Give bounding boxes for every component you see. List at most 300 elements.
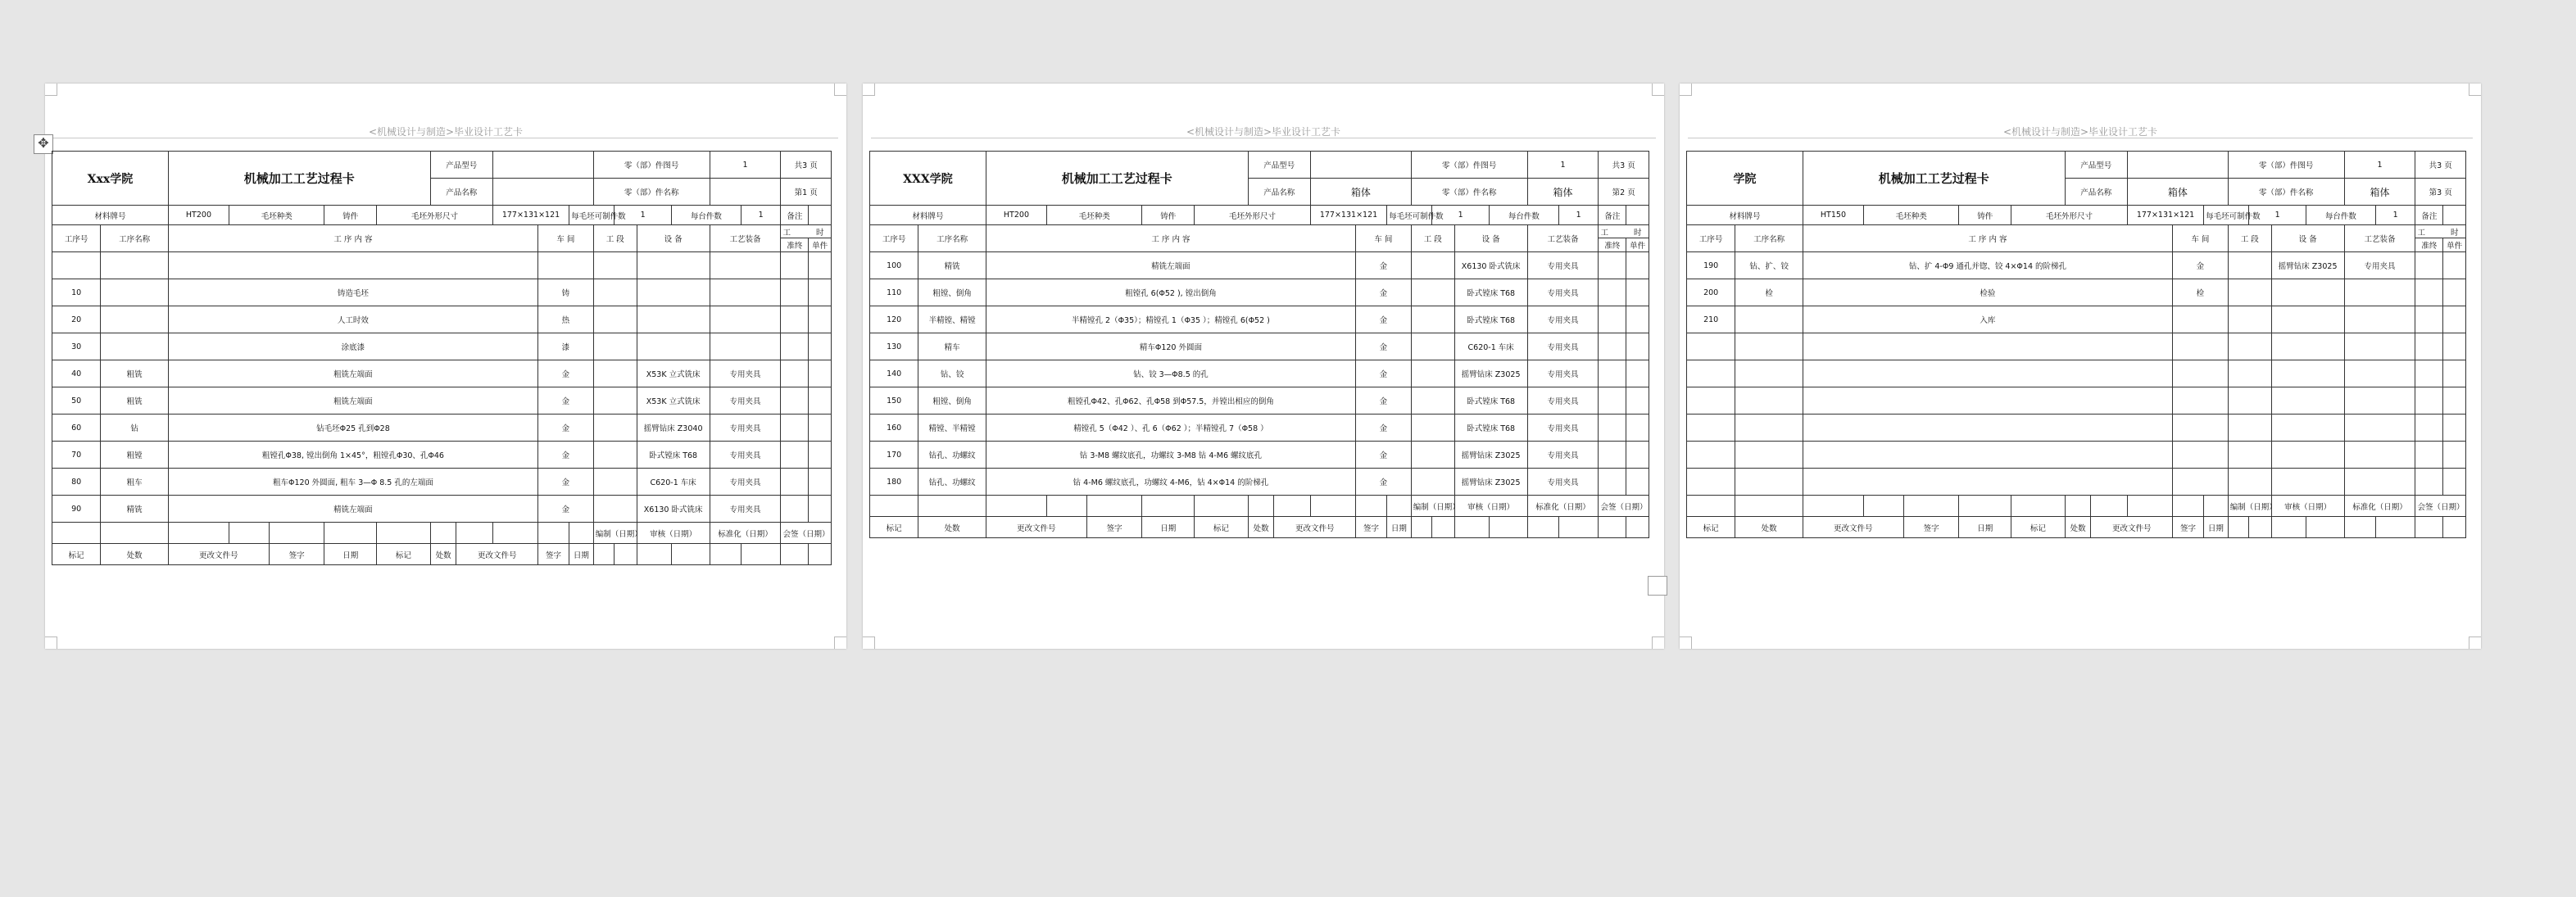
footer-doc: 更改文件号 xyxy=(2091,517,2173,538)
footer-blank xyxy=(269,523,324,544)
tooling: 专用夹具 xyxy=(710,387,781,415)
page-no: 第1 页 xyxy=(781,179,832,206)
process-name: 检 xyxy=(1735,279,1803,306)
prep-time xyxy=(1599,442,1626,469)
part-name-value: 箱体 xyxy=(1527,179,1599,206)
table-row xyxy=(1687,306,2466,333)
tooling xyxy=(2344,469,2415,496)
equipment: X53K 立式铣床 xyxy=(637,360,710,387)
footer-blank xyxy=(1864,496,1904,517)
footer-blank xyxy=(781,544,809,565)
label-product-name: 产品名称 xyxy=(430,179,492,206)
col-equipment: 设 备 xyxy=(637,225,710,252)
blank-size-value: 177×131×121 xyxy=(492,206,569,225)
remark-value xyxy=(2443,206,2466,225)
unit-time xyxy=(809,387,832,415)
prep-time xyxy=(1599,469,1626,496)
footer-blank xyxy=(324,523,377,544)
material-value: HT200 xyxy=(168,206,229,225)
prep-time xyxy=(781,469,809,496)
text-box-handle[interactable] xyxy=(1648,576,1667,596)
material-value: HT150 xyxy=(1803,206,1863,225)
footer-blank xyxy=(741,544,781,565)
process-no: 50 xyxy=(52,387,101,415)
process-content: 粗镗孔 6(Φ52 ), 镗出倒角 xyxy=(986,279,1355,306)
workshop xyxy=(2172,469,2228,496)
label-product-model: 产品型号 xyxy=(2065,152,2127,179)
workshop xyxy=(2172,442,2228,469)
table-row xyxy=(870,469,1649,496)
footer-count: 处数 xyxy=(918,517,986,538)
process-content: 粗镗孔Φ42、孔Φ62、孔Φ58 到Φ57.5，并镗出相应的倒角 xyxy=(986,387,1355,415)
footer-date: 日期 xyxy=(2204,517,2229,538)
prep-time xyxy=(1599,306,1626,333)
unit-time xyxy=(809,469,832,496)
label-product-model: 产品型号 xyxy=(430,152,492,179)
label-product-model: 产品型号 xyxy=(1248,152,1310,179)
col-section: 工 段 xyxy=(1411,225,1454,252)
footer-blank xyxy=(1735,496,1803,517)
section xyxy=(593,469,637,496)
tooling: 专用夹具 xyxy=(1527,279,1599,306)
process-no: 10 xyxy=(52,279,101,306)
process-name xyxy=(101,252,169,279)
equipment: X6130 卧式铣床 xyxy=(1454,252,1527,279)
workshop: 铸 xyxy=(537,279,593,306)
workshop: 金 xyxy=(1355,360,1411,387)
unit-time xyxy=(1626,469,1649,496)
prep-time xyxy=(1599,415,1626,442)
process-name: 精车 xyxy=(918,333,986,360)
process-no: 210 xyxy=(1687,306,1735,333)
unit-time xyxy=(1626,252,1649,279)
blank-type-value: 铸件 xyxy=(1959,206,2011,225)
section xyxy=(593,252,637,279)
label-part-name: 零（部）件名称 xyxy=(2228,179,2344,206)
tooling xyxy=(2344,333,2415,360)
col-tooling: 工艺装备 xyxy=(1527,225,1599,252)
prep-time xyxy=(1599,387,1626,415)
footer-blank xyxy=(168,523,229,544)
tooling xyxy=(2344,415,2415,442)
blank-size-value: 177×131×121 xyxy=(1310,206,1386,225)
label-remark: 备注 xyxy=(2415,206,2443,225)
table-row xyxy=(52,442,832,469)
section xyxy=(2228,469,2271,496)
workshop: 金 xyxy=(537,496,593,523)
prep-time xyxy=(2415,360,2443,387)
footer-date: 日期 xyxy=(1387,517,1412,538)
product-name-value: 箱体 xyxy=(2127,179,2228,206)
table-row xyxy=(1687,442,2466,469)
label-remark: 备注 xyxy=(1599,206,1626,225)
unit-time xyxy=(1626,306,1649,333)
col-work-hours: 工 时 xyxy=(1599,225,1649,238)
footer-sign: 签字 xyxy=(1086,517,1142,538)
prep-time xyxy=(1599,252,1626,279)
tooling: 专用夹具 xyxy=(710,442,781,469)
tooling: 专用夹具 xyxy=(710,469,781,496)
col-workshop: 车 间 xyxy=(537,225,593,252)
workshop: 热 xyxy=(537,306,593,333)
page-1 xyxy=(38,84,846,649)
footer-blank xyxy=(2172,496,2203,517)
unit-time xyxy=(809,496,832,523)
footer-blank xyxy=(1803,496,1863,517)
col-workshop: 车 间 xyxy=(1355,225,1411,252)
table-row xyxy=(1687,469,2466,496)
unit-time xyxy=(1626,279,1649,306)
table-row xyxy=(52,387,832,415)
footer-blank xyxy=(456,523,492,544)
footer-doc: 更改文件号 xyxy=(986,517,1086,538)
footer-count: 处数 xyxy=(1735,517,1803,538)
prep-time xyxy=(781,333,809,360)
footer-blank xyxy=(569,523,594,544)
section xyxy=(1411,279,1454,306)
process-content: 粗车Φ120 外圆面, 粗车 3—Φ 8.5 孔的左端面 xyxy=(168,469,537,496)
footer-blank xyxy=(1195,496,1249,517)
process-card-table xyxy=(52,151,836,565)
process-no: 200 xyxy=(1687,279,1735,306)
process-content: 钻、扩 4-Φ9 通孔并锪、铰 4×Φ14 的阶梯孔 xyxy=(1803,252,2172,279)
blank-type-value: 铸件 xyxy=(324,206,377,225)
process-card-table xyxy=(1686,151,2470,538)
table-row xyxy=(870,360,1649,387)
unit-time xyxy=(2443,415,2466,442)
process-no xyxy=(1687,442,1735,469)
process-name xyxy=(1735,360,1803,387)
col-process-no: 工序号 xyxy=(870,225,918,252)
col-process-no: 工序号 xyxy=(1687,225,1735,252)
tooling: 专用夹具 xyxy=(1527,306,1599,333)
col-process-name: 工序名称 xyxy=(1735,225,1803,252)
footer-mark: 标记 xyxy=(2011,517,2066,538)
footer-blank xyxy=(1310,496,1355,517)
label-standardize: 标准化（日期） xyxy=(1527,496,1599,517)
table-row xyxy=(52,496,832,523)
process-content xyxy=(1803,333,2172,360)
footer-blank xyxy=(2415,517,2443,538)
footer-blank xyxy=(2271,517,2306,538)
process-content: 粗铣左端面 xyxy=(168,387,537,415)
table-row xyxy=(870,387,1649,415)
section xyxy=(1411,333,1454,360)
footer-blank xyxy=(593,544,614,565)
process-no: 130 xyxy=(870,333,918,360)
footer-blank xyxy=(809,544,832,565)
unit-time xyxy=(2443,306,2466,333)
unit-time xyxy=(1626,360,1649,387)
equipment xyxy=(637,252,710,279)
equipment: 卧式镗床 T68 xyxy=(1454,415,1527,442)
table-row xyxy=(1687,415,2466,442)
footer-sign: 签字 xyxy=(1903,517,1959,538)
process-name: 钻、扩、铰 xyxy=(1735,252,1803,279)
label-per-unit: 每台件数 xyxy=(1490,206,1559,225)
prep-time xyxy=(2415,415,2443,442)
footer-blank xyxy=(377,523,431,544)
workshop: 金 xyxy=(1355,469,1411,496)
col-section: 工 段 xyxy=(2228,225,2271,252)
tooling xyxy=(710,279,781,306)
workshop xyxy=(2172,306,2228,333)
equipment xyxy=(2271,333,2344,360)
unit-time xyxy=(2443,442,2466,469)
equipment: C620-1 车床 xyxy=(637,469,710,496)
prep-time xyxy=(2415,442,2443,469)
table-row xyxy=(1687,279,2466,306)
equipment: C620-1 车床 xyxy=(1454,333,1527,360)
tooling: 专用夹具 xyxy=(1527,415,1599,442)
footer-blank xyxy=(1047,496,1087,517)
product-name-value xyxy=(492,179,593,206)
unit-time xyxy=(2443,333,2466,360)
table-row xyxy=(1687,360,2466,387)
footer-blank xyxy=(1527,517,1558,538)
equipment: 摇臂钻床 Z3025 xyxy=(1454,442,1527,469)
tooling xyxy=(710,252,781,279)
footer-mark: 标记 xyxy=(52,544,101,565)
label-product-name: 产品名称 xyxy=(2065,179,2127,206)
process-name: 半精镗、精镗 xyxy=(918,306,986,333)
process-no xyxy=(1687,333,1735,360)
process-name: 钻、铰 xyxy=(918,360,986,387)
unit-time xyxy=(2443,279,2466,306)
table-row xyxy=(870,415,1649,442)
col-process-content: 工 序 内 容 xyxy=(168,225,537,252)
process-content: 钻毛坯Φ25 孔到Φ28 xyxy=(168,415,537,442)
process-name: 粗镗、倒角 xyxy=(918,279,986,306)
page-header: <机械设计与制造>毕业设计工艺卡 xyxy=(2002,126,2158,138)
process-no: 70 xyxy=(52,442,101,469)
unit-time xyxy=(1626,442,1649,469)
footer-date: 日期 xyxy=(1959,517,2011,538)
label-material: 材料牌号 xyxy=(52,206,169,225)
footer-blank xyxy=(637,544,671,565)
footer-doc: 更改文件号 xyxy=(1803,517,1903,538)
unit-time xyxy=(809,442,832,469)
process-name: 钻孔、功螺纹 xyxy=(918,469,986,496)
col-prep-time: 准终 xyxy=(781,238,809,252)
equipment: X53K 立式铣床 xyxy=(637,387,710,415)
col-prep-time: 准终 xyxy=(1599,238,1626,252)
process-content: 粗铣左端面 xyxy=(168,360,537,387)
table-row xyxy=(870,442,1649,469)
footer-doc: 更改文件号 xyxy=(456,544,538,565)
footer-blank xyxy=(1903,496,1959,517)
label-blank-type: 毛坯种类 xyxy=(229,206,324,225)
tooling xyxy=(2344,442,2415,469)
per-blank-value: 1 xyxy=(1432,206,1490,225)
tooling: 专用夹具 xyxy=(1527,252,1599,279)
tooling xyxy=(2344,279,2415,306)
process-no: 30 xyxy=(52,333,101,360)
process-content: 精铣左端面 xyxy=(986,252,1355,279)
process-no xyxy=(1687,387,1735,415)
process-no: 90 xyxy=(52,496,101,523)
process-content: 人工时效 xyxy=(168,306,537,333)
footer-blank xyxy=(492,523,537,544)
footer-blank xyxy=(229,523,270,544)
label-review: 审核（日期） xyxy=(2271,496,2344,517)
equipment: X6130 卧式铣床 xyxy=(637,496,710,523)
section xyxy=(2228,279,2271,306)
unit-time xyxy=(809,306,832,333)
equipment xyxy=(2271,279,2344,306)
footer-doc: 更改文件号 xyxy=(1274,517,1356,538)
col-process-name: 工序名称 xyxy=(101,225,169,252)
process-no: 190 xyxy=(1687,252,1735,279)
workshop: 检 xyxy=(2172,279,2228,306)
page-total: 共3 页 xyxy=(781,152,832,179)
footer-blank xyxy=(1274,496,1310,517)
table-row xyxy=(52,252,832,279)
label-sign-off: 会签（日期） xyxy=(781,523,832,544)
process-no: 20 xyxy=(52,306,101,333)
process-name xyxy=(1735,469,1803,496)
process-name: 钻孔、功螺纹 xyxy=(918,442,986,469)
table-row xyxy=(52,279,832,306)
process-name: 精镗、半精镗 xyxy=(918,415,986,442)
label-remark: 备注 xyxy=(781,206,809,225)
label-blank-type: 毛坯种类 xyxy=(1864,206,1959,225)
process-name: 粗铣 xyxy=(101,360,169,387)
workshop xyxy=(2172,387,2228,415)
footer-blank xyxy=(2443,517,2466,538)
label-compile: 编制（日期） xyxy=(1411,496,1454,517)
remark-value xyxy=(809,206,832,225)
prep-time xyxy=(781,360,809,387)
footer-blank xyxy=(672,544,710,565)
process-content xyxy=(168,252,537,279)
tooling xyxy=(710,306,781,333)
product-model-value xyxy=(492,152,593,179)
label-review: 审核（日期） xyxy=(637,523,710,544)
process-content: 涂底漆 xyxy=(168,333,537,360)
move-table-icon[interactable]: ✥ xyxy=(34,134,53,154)
label-per-blank: 每毛坯可制件数 xyxy=(569,206,615,225)
table-row xyxy=(1687,252,2466,279)
footer-blank xyxy=(2344,517,2375,538)
col-prep-time: 准终 xyxy=(2415,238,2443,252)
label-review: 审核（日期） xyxy=(1454,496,1527,517)
process-no: 110 xyxy=(870,279,918,306)
footer-blank xyxy=(2065,496,2091,517)
process-name: 粗车 xyxy=(101,469,169,496)
workshop: 金 xyxy=(1355,252,1411,279)
section xyxy=(1411,306,1454,333)
per-unit-value: 1 xyxy=(2375,206,2415,225)
col-work-hours: 工 时 xyxy=(781,225,832,238)
label-blank-size: 毛坯外形尺寸 xyxy=(2011,206,2128,225)
col-workshop: 车 间 xyxy=(2172,225,2228,252)
prep-time xyxy=(781,306,809,333)
process-name xyxy=(1735,415,1803,442)
footer-blank xyxy=(2091,496,2127,517)
section xyxy=(2228,252,2271,279)
material-value: HT200 xyxy=(986,206,1046,225)
col-tooling: 工艺装备 xyxy=(2344,225,2415,252)
section xyxy=(593,279,637,306)
col-unit-time: 单件 xyxy=(1626,238,1649,252)
workshop: 金 xyxy=(1355,387,1411,415)
footer-blank xyxy=(1687,496,1735,517)
section xyxy=(2228,387,2271,415)
label-per-unit: 每台件数 xyxy=(2306,206,2376,225)
label-sign-off: 会签（日期） xyxy=(2415,496,2466,517)
label-blank-type: 毛坯种类 xyxy=(1047,206,1142,225)
workshop xyxy=(537,252,593,279)
page-3 xyxy=(1680,84,2481,649)
page-header: <机械设计与制造>毕业设计工艺卡 xyxy=(1186,126,1341,138)
process-no xyxy=(1687,360,1735,387)
tooling xyxy=(2344,360,2415,387)
footer-blank xyxy=(2127,496,2172,517)
school-name: XXX学院 xyxy=(870,152,986,206)
footer-blank xyxy=(1142,496,1195,517)
school-name: 学院 xyxy=(1687,152,1803,206)
footer-blank xyxy=(2204,496,2229,517)
part-no-value: 1 xyxy=(710,152,781,179)
equipment xyxy=(2271,360,2344,387)
tooling: 专用夹具 xyxy=(710,415,781,442)
blank-type-value: 铸件 xyxy=(1142,206,1195,225)
section xyxy=(593,306,637,333)
process-content: 钻、铰 3—Φ8.5 的孔 xyxy=(986,360,1355,387)
workshop xyxy=(2172,333,2228,360)
equipment xyxy=(637,279,710,306)
table-row xyxy=(870,252,1649,279)
process-no: 140 xyxy=(870,360,918,387)
process-content: 精镗孔 5（Φ42 ）、孔 6（Φ62 ）；半精镗孔 7（Φ58 ） xyxy=(986,415,1355,442)
process-name: 粗镗、倒角 xyxy=(918,387,986,415)
footer-blank xyxy=(1248,496,1274,517)
footer-blank xyxy=(1959,496,2011,517)
footer-blank xyxy=(430,523,456,544)
unit-time xyxy=(2443,469,2466,496)
process-name: 粗镗 xyxy=(101,442,169,469)
tooling: 专用夹具 xyxy=(1527,387,1599,415)
workshop: 金 xyxy=(537,442,593,469)
process-no: 180 xyxy=(870,469,918,496)
workshop: 金 xyxy=(1355,415,1411,442)
process-content: 精铣左端面 xyxy=(168,496,537,523)
section xyxy=(1411,415,1454,442)
part-name-value: 箱体 xyxy=(2344,179,2415,206)
workshop: 金 xyxy=(2172,252,2228,279)
equipment: 卧式镗床 T68 xyxy=(1454,279,1527,306)
footer-sign: 签字 xyxy=(2172,517,2203,538)
label-material: 材料牌号 xyxy=(1687,206,1803,225)
unit-time xyxy=(2443,360,2466,387)
process-name xyxy=(1735,333,1803,360)
equipment: 卧式镗床 T68 xyxy=(1454,387,1527,415)
col-process-content: 工 序 内 容 xyxy=(986,225,1355,252)
process-name: 粗铣 xyxy=(101,387,169,415)
equipment: 摇臂钻床 Z3040 xyxy=(637,415,710,442)
table-row xyxy=(52,360,832,387)
footer-date: 日期 xyxy=(569,544,594,565)
process-content: 入库 xyxy=(1803,306,2172,333)
process-content xyxy=(1803,360,2172,387)
product-name-value: 箱体 xyxy=(1310,179,1411,206)
label-compile: 编制（日期） xyxy=(593,523,637,544)
section xyxy=(2228,360,2271,387)
section xyxy=(1411,469,1454,496)
prep-time xyxy=(1599,279,1626,306)
tooling: 专用夹具 xyxy=(1527,360,1599,387)
